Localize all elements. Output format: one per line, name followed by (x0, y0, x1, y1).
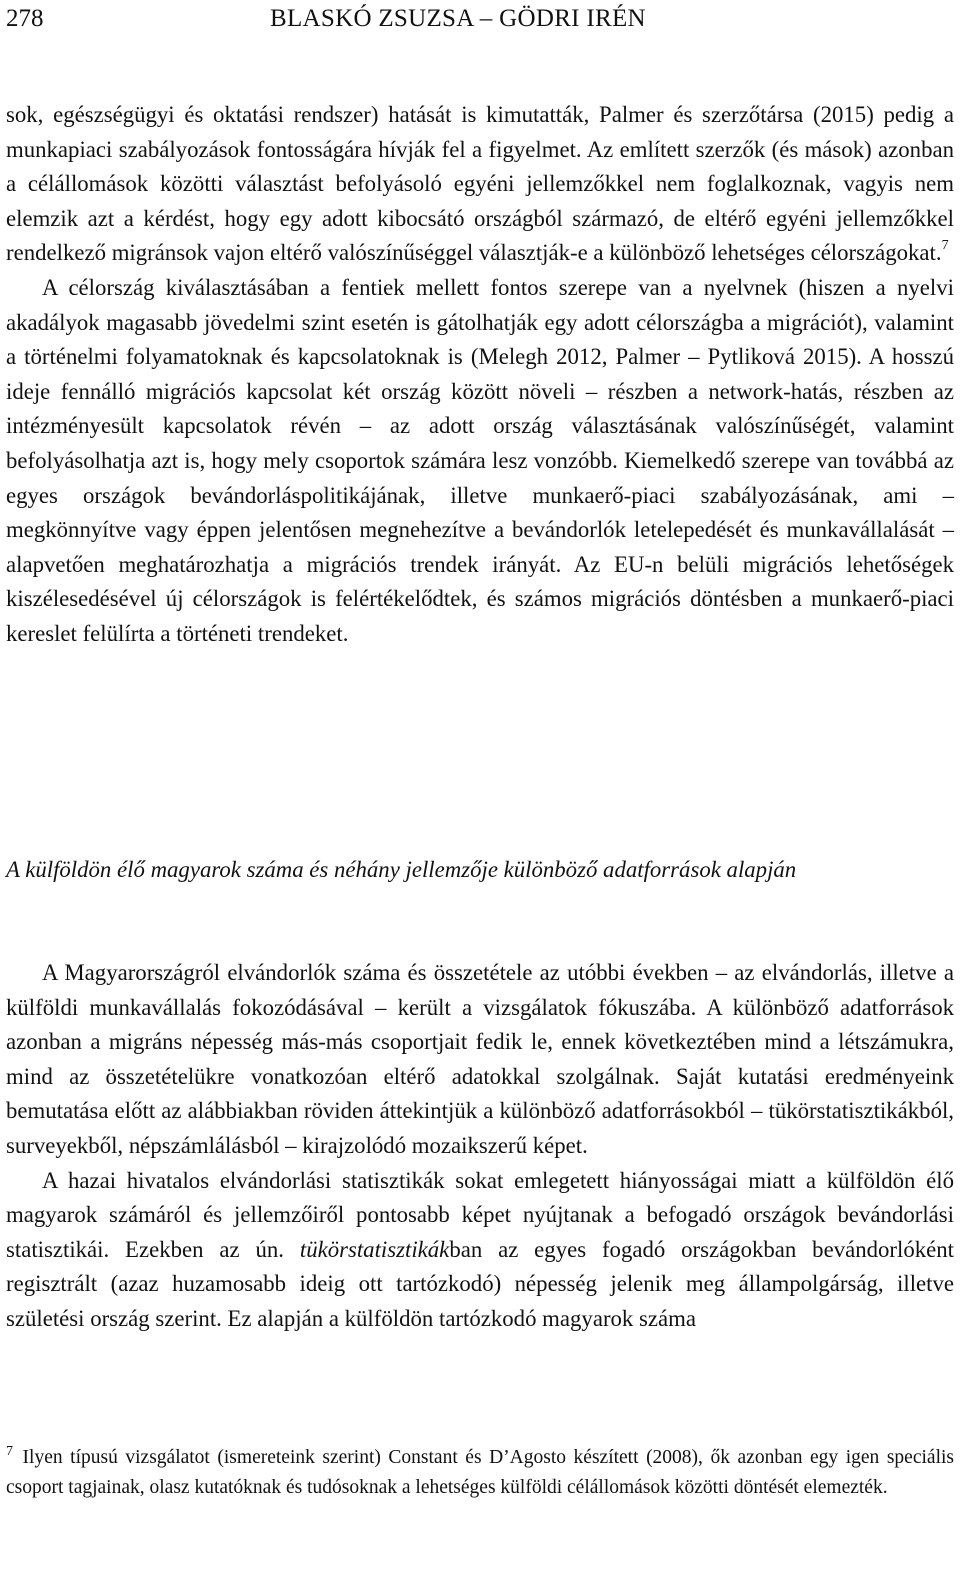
paragraph-4-text-start: A hazai hivatalos elvándorlási statisztikák sokat emlegetett hiányosságai miatt a külföldön élő magyarok számáról és jellemzőiről pontosabb képet nyújtanak a befogadó országok bevándorlási statisztikái. Ezekben az ún. (6, 1167, 954, 1262)
paragraph-3: A Magyarországról elvándorlók száma és összetétele az utóbbi években – az elvándorlás, illetve a külföldi munkavállalás fokozódásával – került a vizsgálatok fókuszába. A különböző adatforrások azonban a migráns népesség más-más csoportjait fedik le, ennek következtében mind a létszámukra, mind az összetételükre vonatkozóan eltérő adatokkal szolgálnak. Saját kutatási eredményeink bemutatása előtt az alábbiakban röviden áttekintjük a különböző adatforrásokból – tükörstatisztikákból, surveyekből, népszámlálásból – kirajzolódó mozaikszerű képet. (6, 960, 954, 1158)
footnote-mark: 7 (6, 1444, 13, 1459)
paragraph-1 (6, 98, 954, 271)
italic-term: tükörstatisztikák (299, 1236, 450, 1262)
footnote (6, 1444, 954, 1502)
body-text-section-1 (6, 98, 954, 652)
paragraph-4 (6, 1164, 954, 1337)
header-authors: BLASKÓ ZSUZSA – GÖDRI IRÉN (270, 5, 646, 32)
footnote-reference[interactable]: 7 (941, 238, 949, 254)
page-number: 278 (6, 5, 44, 32)
section-heading: A külföldön élő magyarok száma és néhány jellemzője különböző adatforrások alapján (6, 857, 797, 882)
paragraph-1-text: sok, egészségügyi és oktatási rendszer) hatását is kimutatták, Palmer és szerzőtársa (2015) pedig a munkapiaci szabályozások fontosságára hívják fel a figyelmet. Az említett szerzők (és mások) azonban a célállomások közötti választást befolyásoló egyéni jellemzőkkel nem foglalkoznak, vagyis nem elemzik azt a kérdést, hogy egy adott kibocsátó országból származó, de eltérő egyéni jellemzőkkel rendelkező migránsok vajon eltérő valószínűséggel választják-e a különböző lehetséges célországokat. (6, 102, 954, 266)
footnote-text: Ilyen típusú vizsgálatot (ismereteink szerint) Constant és D’Agosto készített (2008), ők azonban egy igen speciális csoport tagjainak, olasz kutatóknak és tudósoknak a lehetséges külföldi célállomások közötti döntését elemezték. (6, 1447, 954, 1498)
paragraph-4-text-rest: ban az egyes fogadó országokban bevándorlóként regisztrált (azaz huzamosabb ideig ott tartózkodó) népesség jelenik meg állampolgárság, illetve születési ország szerint. Ez alapján a külföldön tartózkodó magyarok száma (6, 1236, 954, 1331)
paragraph-2: A célország kiválasztásában a fentiek mellett fontos szerepe van a nyelvnek (hiszen a nyelvi akadályok magasabb jövedelmi szint esetén is gátolhatják egy adott célországba a migrációt), valamint a történelmi folyamatoknak és kapcsolatoknak is (Melegh 2012, Palmer – Pytliková 2015). A hosszú ideje fennálló migrációs kapcsolat két ország között növeli – részben a network-hatás, részben az intézményesült kapcsolatok révén – az adott ország választásának valószínűségét, valamint befolyásolhatja azt is, hogy mely csoportok számára lesz vonzóbb. Kiemelkedő szerepe van továbbá az egyes országok bevándorláspolitikájának, illetve munkaerő-piaci szabályozásának, ami – megkönnyítve vagy éppen jelentősen megnehezítve a bevándorlók letelepedését és munkavállalását – alapvetően meghatározhatja a migrációs trendek irányát. Az EU-n belüli migrációs lehetőségek kiszélesedésével új célországok is felértékelődtek, és számos migrációs döntésben a munkaerő-piaci kereslet felülírta a történeti trendeket. (6, 274, 954, 646)
running-header (6, 2, 954, 36)
body-text-section-2 (6, 956, 954, 1337)
